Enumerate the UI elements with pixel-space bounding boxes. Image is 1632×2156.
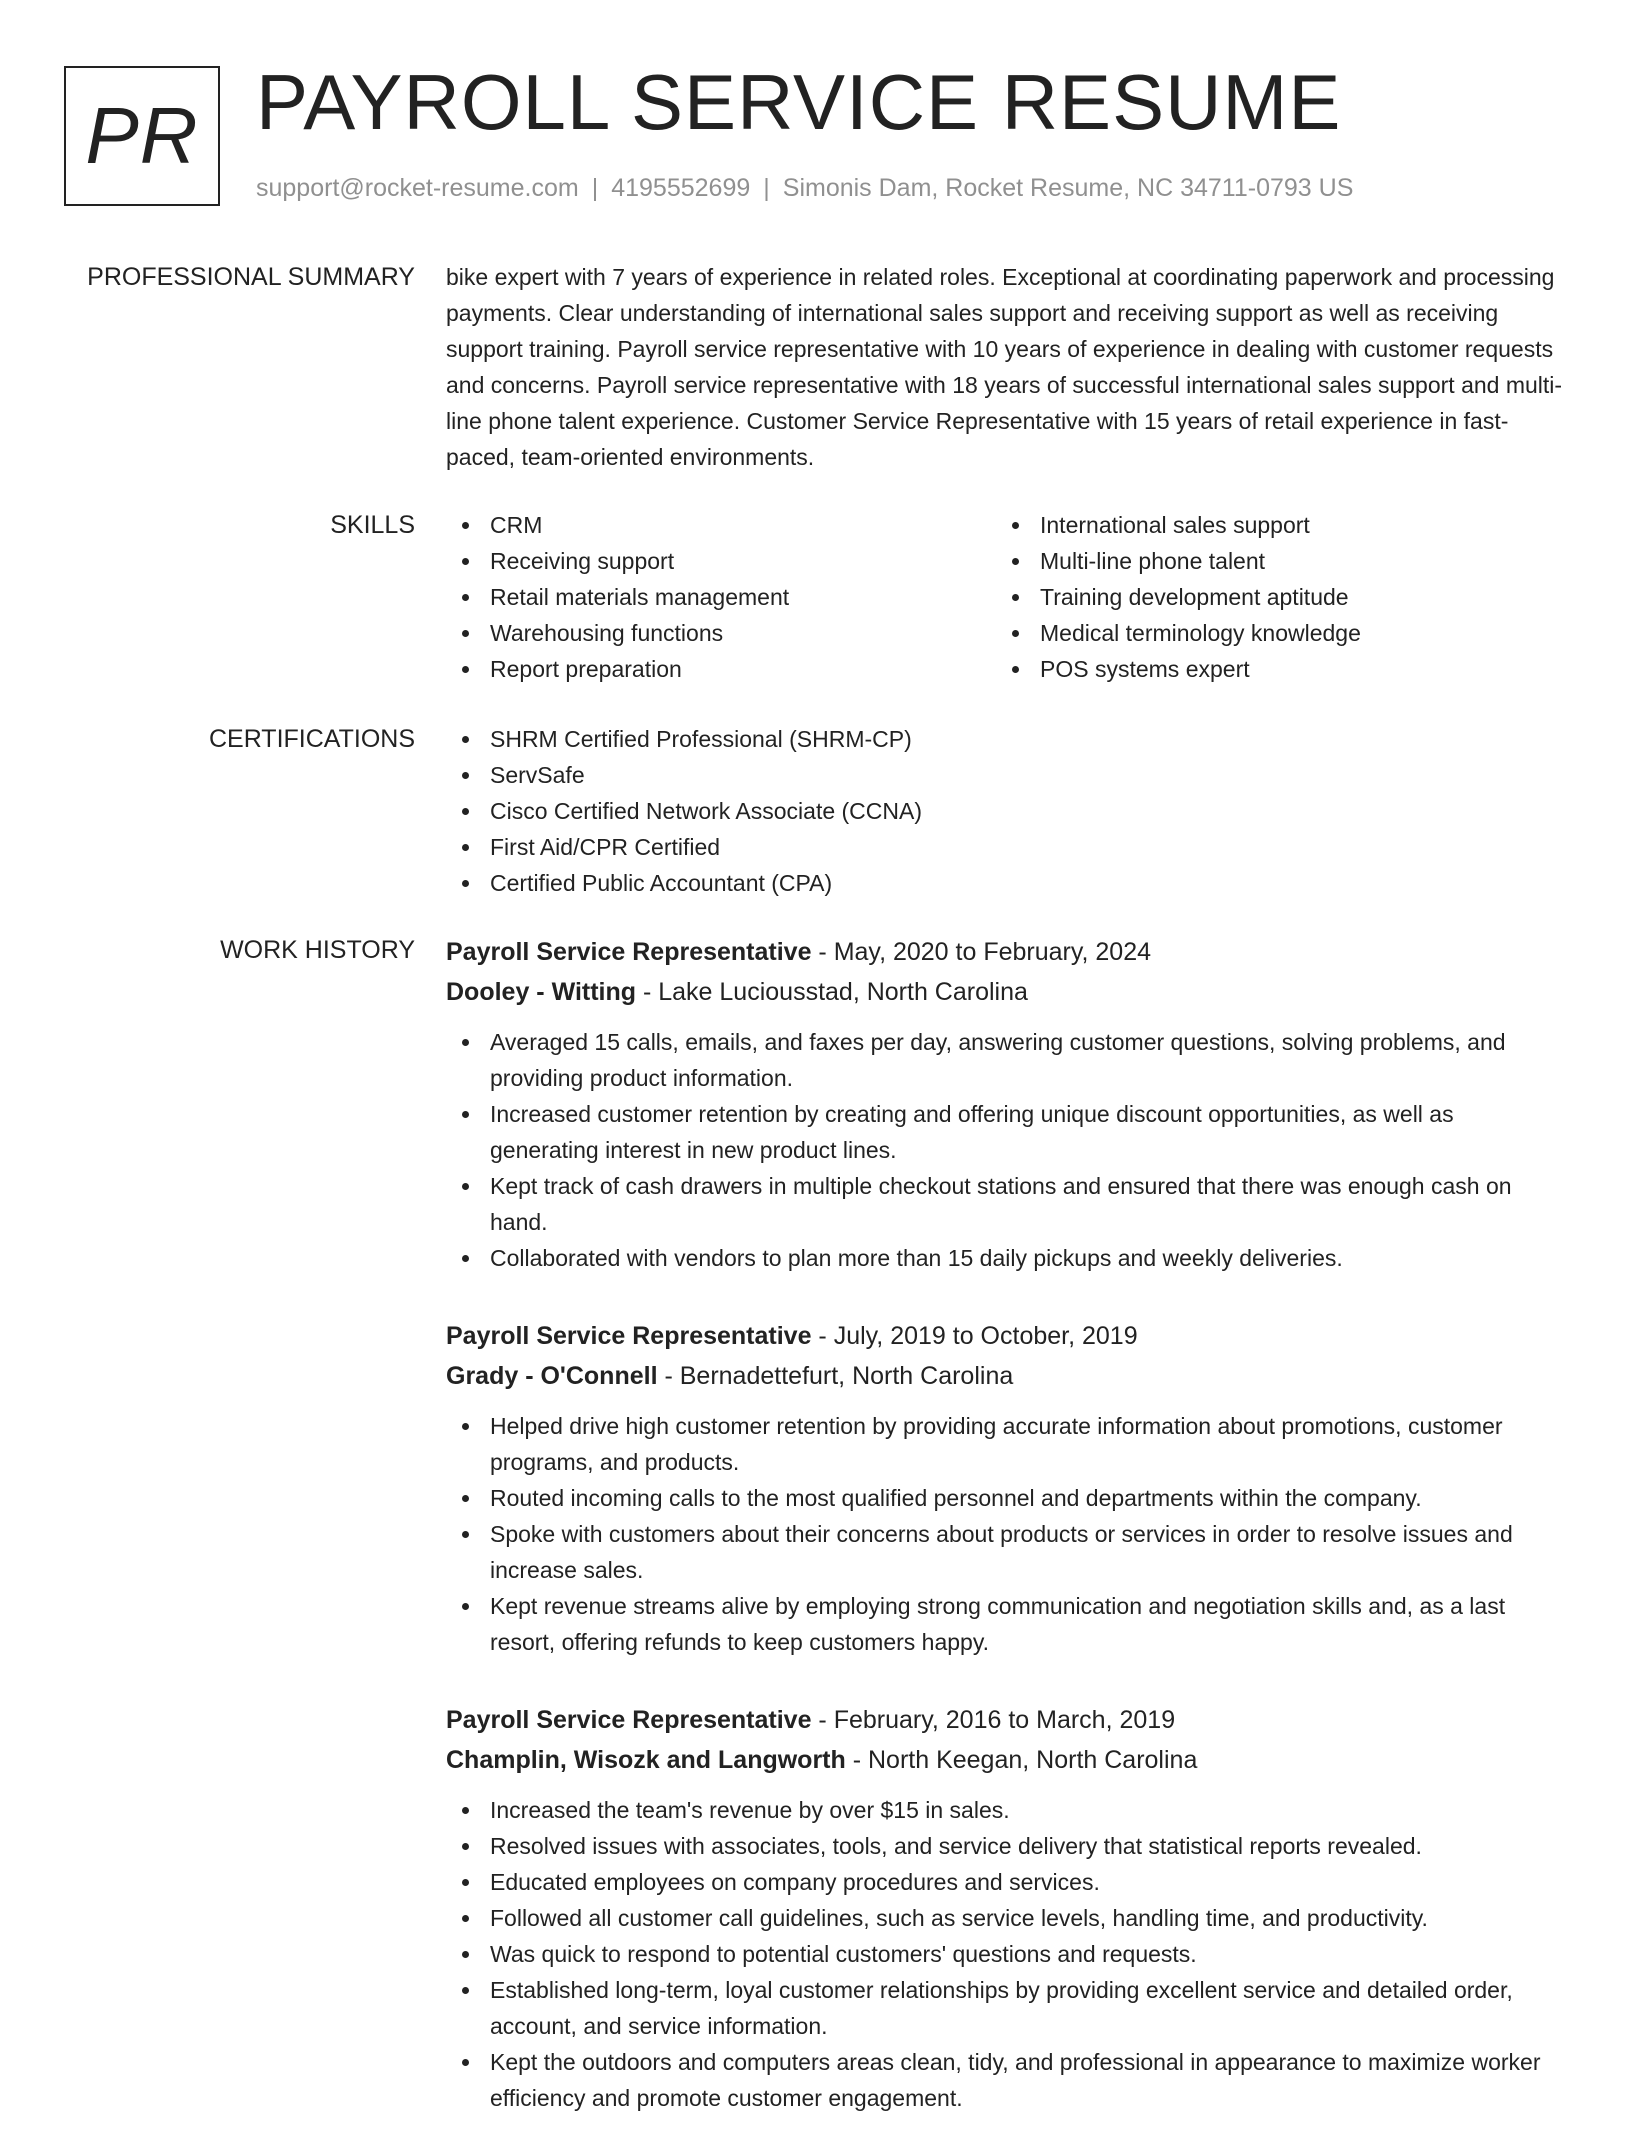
job-dates: - February, 2016 to March, 2019 <box>811 1706 1176 1734</box>
contact-line <box>256 174 1353 203</box>
certification-item: Certified Public Accountant (CPA) <box>446 865 1566 901</box>
contact-separator: | <box>591 174 599 202</box>
certification-item: SHRM Certified Professional (SHRM-CP) <box>446 721 1566 757</box>
summary-text: bike expert with 7 years of experience in related roles. Exceptional at coordinating paperwork and processing payments. Clear understanding of international sales support and receiving support as well as receiving support training. Payroll service representative with 10 years of experience in dealing with customer requests and concerns. Payroll service representative with 18 years of successful international sales support and multi-line phone talent experience. Customer Service Representative with 15 years of retail experience in fast-paced, team-oriented environments. <box>446 264 1563 470</box>
job-bullet: Resolved issues with associates, tools, and service delivery that statistical reports revealed. <box>446 1828 1566 1864</box>
job-bullets <box>446 1792 1566 2116</box>
job-location: - Lake Luciousstad, North Carolina <box>636 978 1028 1006</box>
contact-address: Simonis Dam, Rocket Resume, NC 34711-0793 US <box>782 174 1354 202</box>
certification-item: Cisco Certified Network Associate (CCNA) <box>446 793 1566 829</box>
resume-title: PAYROLL SERVICE RESUME <box>256 58 1342 146</box>
skill-item: Multi-line phone talent <box>996 543 1546 579</box>
skill-item: Report preparation <box>446 651 996 687</box>
job-title-line <box>446 1316 1566 1356</box>
job-bullet: Followed all customer call guidelines, such as service levels, handling time, and productivity. <box>446 1900 1566 1936</box>
skill-item: CRM <box>446 507 996 543</box>
job-bullet: Kept track of cash drawers in multiple checkout stations and ensured that there was enough cash on hand. <box>446 1168 1566 1240</box>
job-bullets <box>446 1024 1566 1276</box>
contact-separator: | <box>763 174 770 202</box>
contact-phone: 4195552699 <box>611 174 751 202</box>
job-bullet: Kept revenue streams alive by employing strong communication and negotiation skills and, as a last resort, offering refunds to keep customers happy. <box>446 1588 1566 1660</box>
work-history-body <box>446 932 1566 2156</box>
job-company: Dooley - Witting <box>446 978 637 1006</box>
skill-item: Training development aptitude <box>996 579 1546 615</box>
job-location: - Bernadettefurt, North Carolina <box>657 1362 1014 1390</box>
job-bullet: Increased the team's revenue by over $15 in sales. <box>446 1792 1566 1828</box>
monogram-box <box>64 66 220 206</box>
certifications-list <box>446 721 1566 901</box>
job-bullet: Averaged 15 calls, emails, and faxes per day, answering customer questions, solving problems, and providing product information. <box>446 1024 1566 1096</box>
job-bullet: Kept the outdoors and computers areas clean, tidy, and professional in appearance to maximize worker efficiency and promote customer engagement. <box>446 2044 1566 2116</box>
skills-list-right <box>996 507 1546 687</box>
work-history-label: WORK HISTORY <box>220 936 415 964</box>
job-title-line <box>446 932 1566 972</box>
skills-body <box>446 507 1566 687</box>
contact-email: support@rocket-resume.com <box>256 174 579 202</box>
summary-label: PROFESSIONAL SUMMARY <box>87 263 415 291</box>
job-bullet: Established long-term, loyal customer relationships by providing excellent service and detailed order, account, and service information. <box>446 1972 1566 2044</box>
certification-item: ServSafe <box>446 757 1566 793</box>
skill-item: International sales support <box>996 507 1546 543</box>
skill-item: Retail materials management <box>446 579 996 615</box>
monogram-initials: PR <box>85 91 199 180</box>
job-bullet: Increased customer retention by creating and offering unique discount opportunities, as well as generating interest in new product lines. <box>446 1096 1566 1168</box>
skills-label: SKILLS <box>330 511 415 539</box>
job-bullet: Spoke with customers about their concerns about products or services in order to resolve issues and increase sales. <box>446 1516 1566 1588</box>
job-title-line <box>446 1700 1566 1740</box>
certifications-label: CERTIFICATIONS <box>208 725 415 753</box>
skill-item: Warehousing functions <box>446 615 996 651</box>
summary-body <box>446 259 1566 475</box>
skill-item: Medical terminology knowledge <box>996 615 1546 651</box>
job-bullets <box>446 1408 1566 1660</box>
job-dates: - May, 2020 to February, 2024 <box>811 938 1152 966</box>
job-company-line <box>446 1356 1566 1396</box>
job-title: Payroll Service Representative <box>446 1322 812 1350</box>
job-title: Payroll Service Representative <box>446 1706 812 1734</box>
job-bullet: Collaborated with vendors to plan more than 15 daily pickups and weekly deliveries. <box>446 1240 1566 1276</box>
certification-item: First Aid/CPR Certified <box>446 829 1566 865</box>
job-location: - North Keegan, North Carolina <box>845 1746 1198 1774</box>
job-bullet: Educated employees on company procedures and services. <box>446 1864 1566 1900</box>
job-company: Champlin, Wisozk and Langworth <box>446 1746 846 1774</box>
skills-list-left <box>446 507 996 687</box>
job-dates: - July, 2019 to October, 2019 <box>811 1322 1138 1350</box>
job-company-line <box>446 1740 1566 1780</box>
job-company-line <box>446 972 1566 1012</box>
skill-item: Receiving support <box>446 543 996 579</box>
job-bullet: Routed incoming calls to the most qualified personnel and departments within the company. <box>446 1480 1566 1516</box>
job-entry <box>446 1700 1566 2116</box>
job-title: Payroll Service Representative <box>446 938 812 966</box>
job-entry <box>446 1316 1566 1660</box>
job-bullet: Was quick to respond to potential customers' questions and requests. <box>446 1936 1566 1972</box>
skill-item: POS systems expert <box>996 651 1546 687</box>
job-entry <box>446 932 1566 1276</box>
certifications-body <box>446 721 1566 901</box>
job-bullet: Helped drive high customer retention by providing accurate information about promotions, customer programs, and products. <box>446 1408 1566 1480</box>
job-company: Grady - O'Connell <box>446 1362 658 1390</box>
